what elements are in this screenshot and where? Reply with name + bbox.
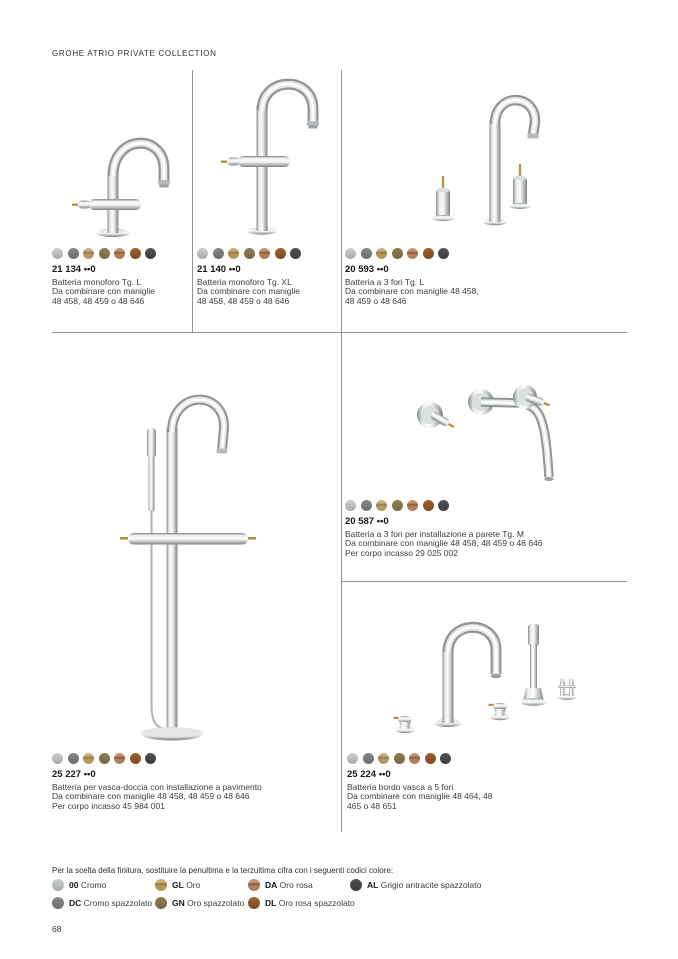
finish-dot-00 xyxy=(197,248,208,259)
legend-intro: Per la scelta della finitura, sostituire la penultima e la terzultima cifra con i seguenti codici colore: xyxy=(52,866,394,875)
product-image-5-hole-bath-rim-set xyxy=(348,602,632,740)
product-description xyxy=(52,278,155,306)
description-line: 48 459 o 48 646 xyxy=(345,295,407,306)
finish-dot-DL xyxy=(423,500,434,511)
finish-code: 00 xyxy=(69,880,79,890)
grid-divider-vertical-2 xyxy=(341,70,342,832)
description-line: Batteria per vasca-doccia con installazione a pavimento xyxy=(52,782,262,792)
finish-dot-GL xyxy=(376,248,387,259)
description-line: Da combinare con maniglie xyxy=(52,286,155,297)
faucet-handle xyxy=(238,156,290,167)
finish-dot-DA xyxy=(248,879,260,891)
finish-name: Oro spazzolato xyxy=(187,898,245,908)
finish-dot-00 xyxy=(345,500,356,511)
finish-dot-GN xyxy=(392,248,403,259)
finish-dot-00 xyxy=(52,753,63,764)
faucet-handle xyxy=(128,533,248,545)
description-line: Batteria a 3 fori per installazione a parete Tg. M xyxy=(345,529,524,539)
faucet-body xyxy=(167,428,178,734)
product-description xyxy=(347,783,493,811)
description-line: 48 458, 48 459 o 48 646 xyxy=(197,295,290,306)
product-image-wall-mounted-3-hole xyxy=(398,382,598,494)
grid-divider-horizontal-1 xyxy=(52,332,627,333)
product-description xyxy=(52,783,262,811)
description-line: Batteria monoforo Tg. XL xyxy=(197,277,292,287)
finish-swatches xyxy=(52,753,156,764)
finish-dot-AL xyxy=(350,879,362,891)
product-image-3-hole-basin-set xyxy=(348,88,572,236)
finish-dot-DC xyxy=(52,897,64,909)
product-code: 25 227 ••0 xyxy=(52,769,96,780)
product-code: 20 593 ••0 xyxy=(345,264,389,275)
finish-dot-DC xyxy=(361,500,372,511)
page-title: GROHE ATRIO PRIVATE COLLECTION xyxy=(52,49,217,58)
description-line: Batteria a 3 fori Tg. L xyxy=(345,277,425,287)
finish-name: Grigio antracite spazzolato xyxy=(380,880,482,890)
faucet-body xyxy=(490,120,501,222)
finish-swatches xyxy=(52,248,156,259)
finish-dot-DC xyxy=(68,753,79,764)
finish-dot-00 xyxy=(52,879,64,891)
product-code: 20 587 ••0 xyxy=(345,516,389,527)
finish-name: Oro xyxy=(186,880,201,890)
finish-dot-DA xyxy=(259,248,270,259)
finish-dot-AL xyxy=(440,753,451,764)
product-description xyxy=(197,278,300,306)
handle-right xyxy=(513,178,527,205)
grid-divider-vertical-1 xyxy=(192,70,193,332)
legend-item-GN xyxy=(155,897,244,909)
finish-dot-00 xyxy=(52,248,63,259)
description-line: Da combinare con maniglie 48 464, 48 xyxy=(347,791,493,802)
product-code: 25 224 ••0 xyxy=(347,769,391,780)
product-code: 21 140 ••0 xyxy=(197,264,241,275)
faucet-handle xyxy=(89,199,141,210)
finish-dot-DL xyxy=(423,248,434,259)
finish-dot-GL xyxy=(155,879,167,891)
description-line: Per corpo incasso 45 984 001 xyxy=(52,800,165,811)
description-line: Per corpo incasso 29 025 002 xyxy=(345,547,458,558)
description-line: Batteria monoforo Tg. L xyxy=(52,277,142,287)
product-description xyxy=(345,278,479,306)
finish-dot-DC xyxy=(213,248,224,259)
finish-name: Cromo xyxy=(80,880,107,890)
finish-code: DC xyxy=(69,898,82,908)
finish-swatches xyxy=(197,248,301,259)
finish-code: GL xyxy=(172,880,184,890)
gold-pin xyxy=(448,423,454,428)
description-line: 465 o 48 651 xyxy=(347,800,397,811)
description-line: 48 458, 48 459 o 48 646 xyxy=(52,295,145,306)
product-description xyxy=(345,530,543,558)
finish-dot-GL xyxy=(228,248,239,259)
finish-dot-AL xyxy=(145,248,156,259)
finish-dot-AL xyxy=(438,248,449,259)
finish-dot-DL xyxy=(425,753,436,764)
finish-dot-DC xyxy=(363,753,374,764)
finish-dot-GN xyxy=(392,500,403,511)
hand-shower xyxy=(528,624,539,646)
product-image-floor-standing-bath-mixer xyxy=(95,382,265,752)
finish-dot-DL xyxy=(248,897,260,909)
product-image-basin-mixer-XL xyxy=(196,78,338,240)
gold-pin xyxy=(489,704,494,706)
description-line: Da combinare con maniglie 48 458, 48 459 o 48 646 xyxy=(345,538,543,549)
faucet-body xyxy=(443,648,454,723)
description-line: Da combinare con maniglie 48 458, xyxy=(345,286,479,297)
finish-name: Oro rosa xyxy=(279,880,313,890)
grid-divider-horizontal-2 xyxy=(341,581,627,582)
faucet-body xyxy=(257,106,268,231)
finish-swatches xyxy=(345,248,449,259)
finish-code: DA xyxy=(265,880,278,890)
finish-dot-GN xyxy=(155,897,167,909)
finish-dot-GL xyxy=(378,753,389,764)
finish-dot-GL xyxy=(83,753,94,764)
finish-dot-DA xyxy=(407,500,418,511)
finish-dot-DL xyxy=(130,248,141,259)
finish-swatches xyxy=(347,753,451,764)
finish-dot-GN xyxy=(99,248,110,259)
legend-item-GL xyxy=(155,879,200,891)
finish-dot-DA xyxy=(114,248,125,259)
finish-dot-GN xyxy=(244,248,255,259)
gold-pin xyxy=(221,161,227,163)
gold-pin xyxy=(394,717,399,719)
finish-dot-AL xyxy=(290,248,301,259)
finish-dot-DL xyxy=(275,248,286,259)
product-code: 21 134 ••0 xyxy=(52,264,96,275)
finish-dot-AL xyxy=(438,500,449,511)
finish-dot-DA xyxy=(114,753,125,764)
finish-dot-GL xyxy=(376,500,387,511)
description-line: Batteria bordo vasca a 5 fori xyxy=(347,782,454,792)
legend-item-AL xyxy=(350,879,481,891)
legend-item-DL xyxy=(248,897,355,909)
description-line: Da combinare con maniglie 48 458, 48 459 o 48 646 xyxy=(52,791,250,802)
gold-pin xyxy=(72,204,78,206)
hand-shower xyxy=(147,428,156,458)
legend-item-DA xyxy=(248,879,313,891)
gold-pin xyxy=(544,402,550,406)
finish-name: Oro rosa spazzolato xyxy=(278,898,355,908)
finish-dot-GN xyxy=(99,753,110,764)
handle-left xyxy=(436,190,450,217)
finish-dot-GL xyxy=(83,248,94,259)
page-number: 68 xyxy=(52,924,62,934)
finish-code: AL xyxy=(367,880,379,890)
gold-pin xyxy=(120,537,128,540)
finish-dot-00 xyxy=(345,248,356,259)
finish-swatches xyxy=(345,500,449,511)
finish-dot-AL xyxy=(145,753,156,764)
finish-code: DL xyxy=(265,898,277,908)
finish-dot-GN xyxy=(394,753,405,764)
finish-dot-DC xyxy=(68,248,79,259)
finish-dot-DC xyxy=(361,248,372,259)
finish-code: GN xyxy=(172,898,185,908)
description-line: Da combinare con maniglie xyxy=(197,286,300,297)
legend-item-00 xyxy=(52,879,106,891)
finish-dot-00 xyxy=(347,753,358,764)
finish-name: Cromo spazzolato xyxy=(83,898,153,908)
gold-pin xyxy=(248,537,256,540)
finish-dot-DA xyxy=(409,753,420,764)
finish-dot-DA xyxy=(407,248,418,259)
product-image-basin-mixer-L xyxy=(50,76,190,240)
legend-item-DC xyxy=(52,897,152,909)
finish-dot-DL xyxy=(130,753,141,764)
